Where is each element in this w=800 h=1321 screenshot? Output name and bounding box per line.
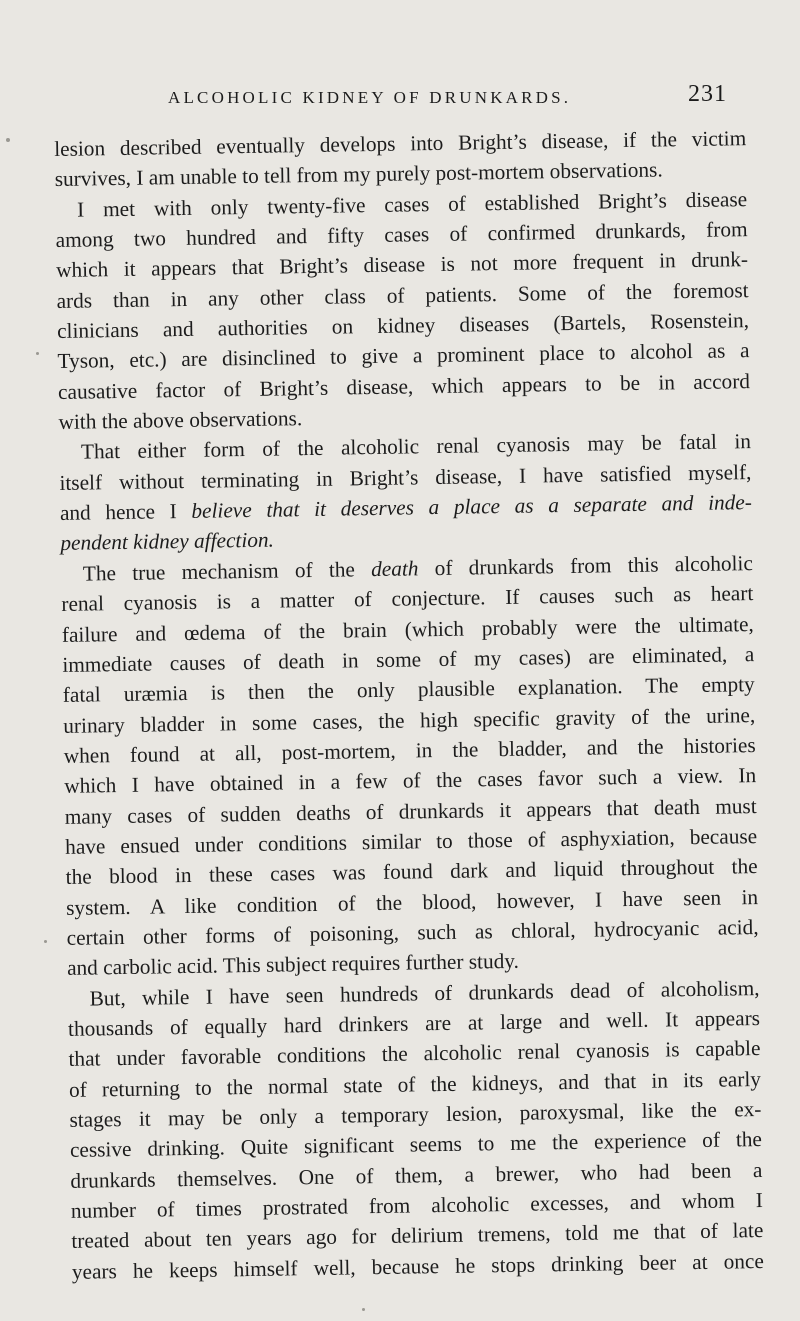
text-line: But, while I have seen hundreds of drunkards dead of alcoholism, [89, 975, 760, 1011]
paper-speck [44, 940, 47, 943]
text-line: renal cyanosis is a matter of conjecture. If causes such as heart [61, 581, 754, 617]
text-line: and carbolic acid. This subject requires further study. [66, 949, 520, 981]
text-line: itself without terminating in Bright’s disease, I have satisfied myself, [59, 459, 752, 495]
paper-speck [362, 1308, 365, 1311]
body-text [54, 123, 764, 1287]
italic-emphasis: believe that it deserves a place as a separate and inde- [191, 490, 753, 524]
text-line: have ensued under conditions similar to those of asphyxiation, because [65, 823, 758, 859]
text-line: that under favorable conditions the alcoholic renal cyanosis is capable [68, 1036, 761, 1072]
text-line: Tyson, etc.) are disinclined to give a prominent place to alcohol as a [57, 338, 750, 374]
text-line: treated about ten years ago for delirium tremens, told me that of late [71, 1218, 764, 1254]
text-run: The true mechanism of the [82, 556, 372, 586]
text-run: and hence I [59, 499, 192, 526]
italic-emphasis: pendent kidney affection. [60, 528, 275, 556]
running-title: ALCOHOLIC KIDNEY OF DRUNKARDS. [168, 88, 572, 107]
text-line: drunkards themselves. One of them, a brewer, who had been a [70, 1157, 763, 1193]
text-line: with the above observations. [58, 406, 303, 435]
page-number: 231 [688, 81, 727, 107]
text-line: thousands of equally hard drinkers are at large and well. It appears [67, 1005, 761, 1041]
text-line: stages it may be only a temporary lesion, paroxysmal, like the ex- [69, 1097, 762, 1132]
text-line: That either form of the alcoholic renal cyanosis may be fatal in [80, 429, 752, 465]
text-line: immediate causes of death in some of my cases) are eliminated, a [62, 641, 755, 677]
paper-speck [36, 352, 39, 355]
paper-speck [6, 138, 10, 142]
text-line: years he keeps himself well, because he stops drinking beer at once [71, 1248, 764, 1284]
text-line: the blood in these cases was found dark and liquid throughout the [65, 854, 758, 890]
text-line: failure and œdema of the brain (which probably were the ultimate, [61, 611, 754, 647]
italic-emphasis: death [370, 556, 419, 581]
text-line: of returning to the normal state of the kidneys, and that in its early [68, 1066, 762, 1102]
running-head [0, 81, 800, 120]
text-line: fatal uræmia is then the only plausible explanation. The empty [62, 672, 755, 708]
text-run: of drunkards from this alcoholic [418, 550, 754, 581]
text-line: system. A like condition of the blood, however, I have seen in [65, 884, 759, 920]
text-line: urinary bladder in some cases, the high specific gravity of the urine, [63, 702, 756, 738]
text-line: when found at all, post-mortem, in the bladder, and the histories [63, 732, 756, 768]
text-line: which I have obtained in a few of the cases favor such a view. In [64, 763, 757, 799]
text-line: survives, I am unable to tell from my purely post-mortem observations. [54, 157, 663, 192]
text-line: many cases of sudden deaths of drunkards it appears that death must [64, 793, 757, 829]
text-line: which it appears that Bright’s disease is not more frequent in drunk- [55, 247, 749, 283]
text-line: I met with only twenty-five cases of established Bright’s disease [76, 186, 748, 222]
text-line: lesion described eventually develops into Bright’s disease, if the victim [54, 126, 747, 161]
text-line: cessive drinking. Quite significant seems to me the experience of the [69, 1127, 763, 1163]
text-line: ards than in any other class of patients. Some of the foremost [56, 277, 749, 313]
text-line: certain other forms of poisoning, such as chloral, hydrocyanic acid, [66, 914, 759, 950]
text-line: clinicians and authorities on kidney diseases (Bartels, Rosenstein, [56, 308, 750, 344]
text-line: number of times prostrated from alcoholic excesses, and whom I [70, 1188, 764, 1223]
text-line: among two hundred and fifty cases of confirmed drunkards, from [55, 217, 748, 253]
text-line: causative factor of Bright’s disease, which appears to be in accord [57, 368, 751, 404]
